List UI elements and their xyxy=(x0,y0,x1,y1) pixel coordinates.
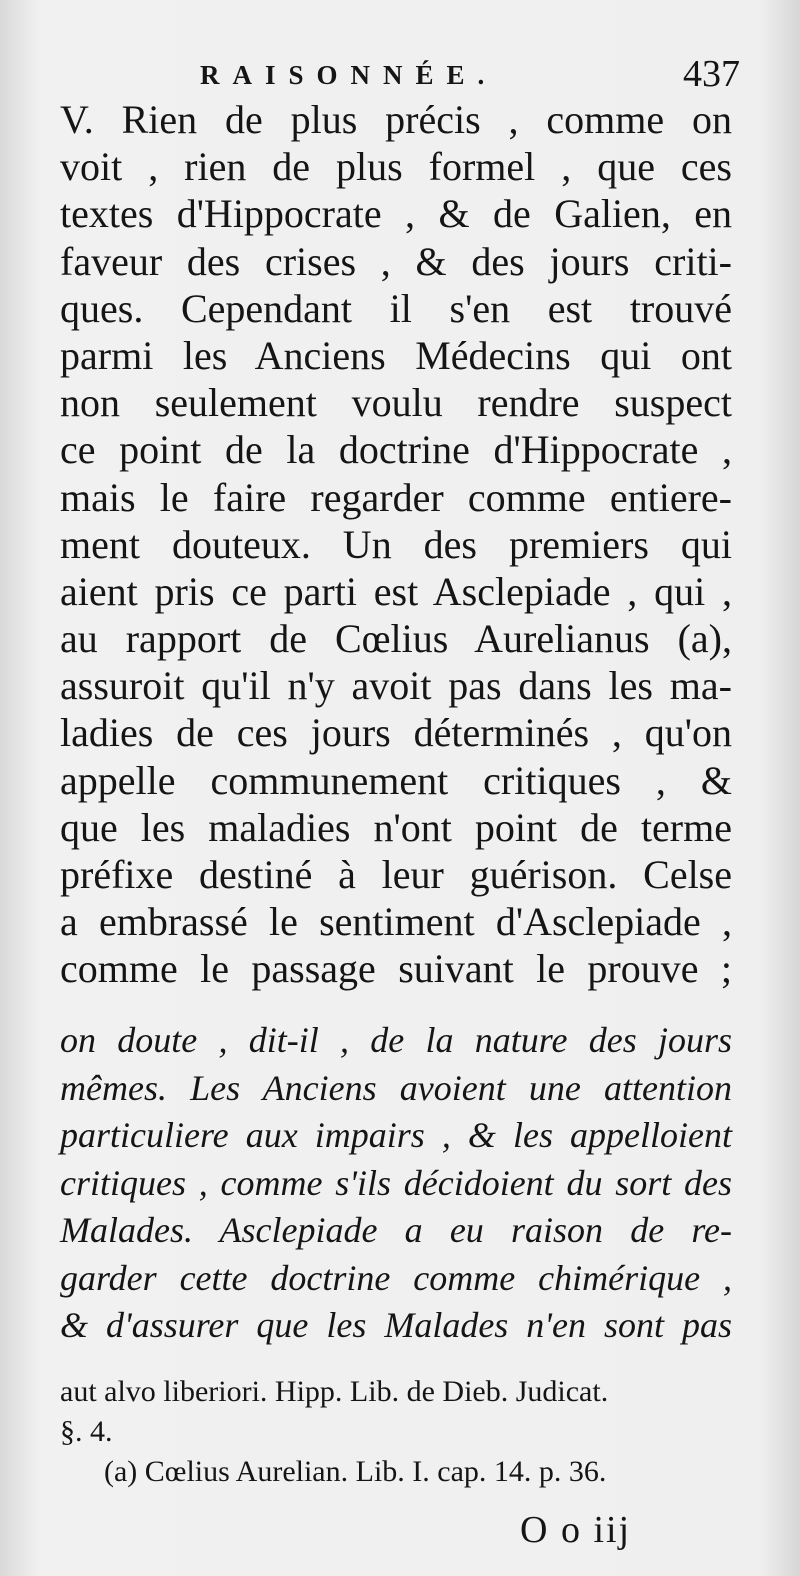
page-number: 437 xyxy=(683,53,740,95)
page-header xyxy=(200,52,740,100)
footnote-a: (a) Cœlius Aurelian. Lib. I. cap. 14. p. 36. xyxy=(104,1455,607,1488)
text-line: textes d'Hippocrate , & de Galien, en xyxy=(60,191,732,237)
text-line: appelle communement critiques , & xyxy=(60,757,732,803)
text-line: au rapport de Cœlius Aurelianus (a), xyxy=(60,616,732,662)
quote-line: particuliere aux impairs , & les appelloient xyxy=(60,1115,732,1155)
quote-line: Malades. Asclepiade a eu raison de re- xyxy=(60,1210,732,1250)
text-line: comme le passage suivant le prouve ; xyxy=(60,946,732,992)
text-line: ques. Cependant il s'en est trouvé xyxy=(60,285,732,331)
text-line: aient pris ce parti est Asclepiade , qui , xyxy=(60,568,732,614)
text-line: a embrassé le sentiment d'Asclepiade , xyxy=(60,899,732,945)
footnote-continuation: aut alvo liberiori. Hipp. Lib. de Dieb. Judicat. xyxy=(60,1375,609,1408)
text-line: ment douteux. Un des premiers qui xyxy=(60,521,732,567)
footnote-section: §. 4. xyxy=(60,1415,113,1448)
footnotes xyxy=(60,1372,740,1492)
quote-line: mêmes. Les Anciens avoient une attention xyxy=(60,1067,732,1108)
running-head: RAISONNÉE. xyxy=(200,60,498,90)
signature-mark: O o iij xyxy=(520,1509,632,1551)
text-line: voit , rien de plus formel , que ces xyxy=(60,144,732,190)
text-line: faveur des crises , & des jours criti- xyxy=(60,238,732,284)
body-text xyxy=(60,96,732,993)
quote-line: & d'assurer que les Malades n'en sont pas xyxy=(60,1305,732,1345)
quote-line: garder cette doctrine comme chimérique , xyxy=(60,1257,732,1298)
text-line: ladies de ces jours déterminés , qu'on xyxy=(60,710,732,756)
text-line: ce point de la doctrine d'Hippocrate , xyxy=(60,427,732,473)
text-line: préfixe destiné à leur guérison. Celse xyxy=(60,852,732,897)
quote-line: on doute , dit-il , de la nature des jours xyxy=(60,1020,732,1060)
text-line: mais le faire regarder comme entiere- xyxy=(60,474,732,520)
text-line: que les maladies n'ont point de terme xyxy=(60,804,732,850)
text-line: V. Rien de plus précis , comme on xyxy=(60,97,732,142)
text-line: parmi les Anciens Médecins qui ont xyxy=(60,332,732,378)
quote-line: critiques , comme s'ils décidoient du sort des xyxy=(60,1162,732,1203)
text-line: assuroit qu'il n'y avoit pas dans les ma- xyxy=(60,663,732,709)
text-line: non seulement voulu rendre suspect xyxy=(60,380,732,426)
italic-quotation xyxy=(60,1017,732,1350)
